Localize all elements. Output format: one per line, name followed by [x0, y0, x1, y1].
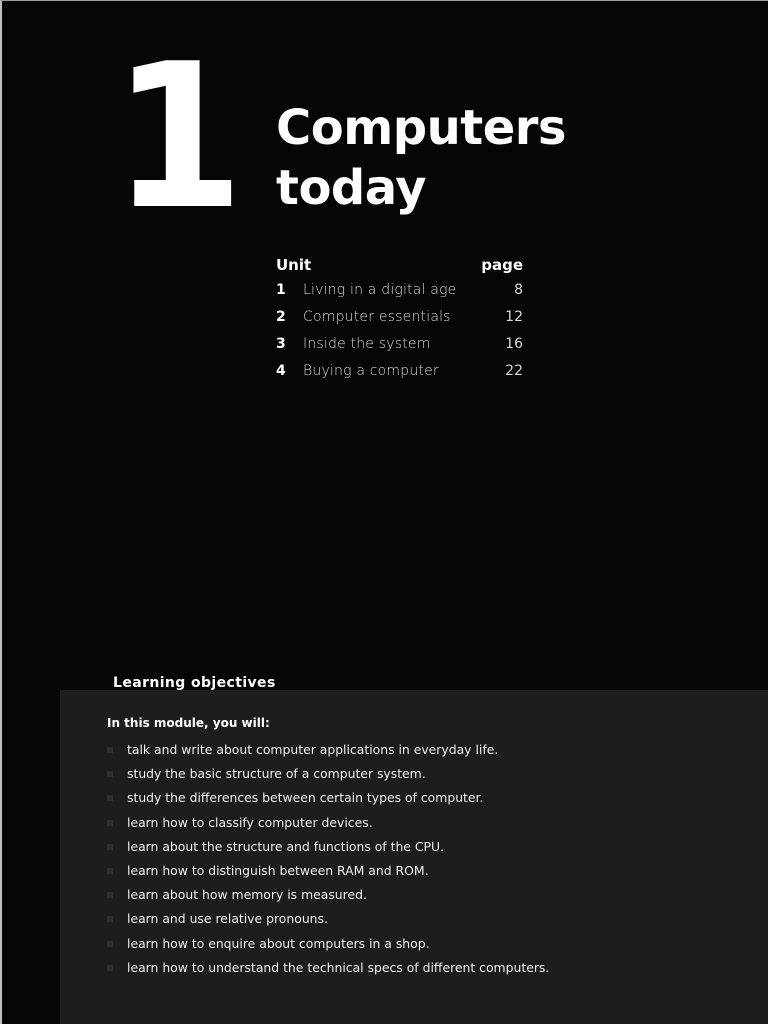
objective-text: learn how to understand the technical specs of different computers.: [127, 959, 550, 975]
objective-text: talk and write about computer applications in everyday life.: [127, 742, 499, 757]
page-top-edge: [0, 0, 768, 1]
module-number: 1: [112, 21, 239, 254]
module-title-line-2: today: [276, 160, 426, 216]
objective-text: learn how to classify computer devices.: [127, 814, 373, 830]
objectives-intro: In this module, you will:: [107, 716, 270, 730]
unit-name: Computer essentials: [303, 309, 451, 325]
unit-number: 4: [276, 363, 286, 379]
bullet-icon: [107, 892, 113, 898]
objective-item: [104, 907, 549, 931]
unit-number: 1: [276, 282, 286, 298]
bullet-icon: [107, 916, 113, 922]
unit-number: 2: [276, 309, 286, 325]
bullet-icon: [107, 820, 113, 826]
unit-page: 8: [514, 282, 523, 298]
contents-header: [276, 256, 526, 278]
bullet-icon: [107, 868, 113, 874]
bullet-icon: [107, 844, 113, 850]
contents-row: [276, 305, 526, 332]
contents-row: [276, 359, 526, 386]
contents-table: [276, 256, 526, 386]
objective-text: learn and use relative pronouns.: [127, 911, 328, 927]
bullet-icon: [107, 771, 113, 777]
objective-text: learn how to distinguish between RAM and ROM.: [127, 862, 429, 878]
unit-column-header: Unit: [276, 256, 312, 274]
objectives-heading: Learning objectives: [113, 675, 276, 691]
unit-page: 16: [505, 336, 523, 352]
objectives-list: [104, 738, 549, 980]
objective-item: [104, 932, 549, 956]
unit-name: Inside the system: [303, 336, 431, 352]
objective-item: [104, 786, 549, 810]
unit-name: Living in a digital age: [303, 282, 457, 298]
contents-row: [276, 278, 526, 305]
objective-text: learn about the structure and functions of the CPU.: [127, 838, 445, 854]
objective-text: learn how to enquire about computers in a shop.: [127, 935, 430, 951]
module-title: [276, 98, 566, 218]
module-title-line-1: Computers: [276, 100, 566, 156]
bullet-icon: [107, 965, 113, 971]
page-column-header: page: [481, 256, 523, 274]
objective-item: [104, 956, 549, 980]
objective-item: [104, 811, 549, 835]
unit-number: 3: [276, 336, 286, 352]
unit-name: Buying a computer: [303, 363, 439, 379]
objective-item: [104, 859, 549, 883]
page-edge: [0, 0, 2, 1024]
objective-item: [104, 835, 549, 859]
objective-text: learn about how memory is measured.: [127, 887, 367, 903]
bullet-icon: [107, 941, 113, 947]
objective-text: study the differences between certain types of computer.: [127, 790, 484, 806]
objective-text: study the basic structure of a computer system.: [127, 766, 426, 782]
contents-row: [276, 332, 526, 359]
bullet-icon: [107, 747, 113, 753]
objective-item: [104, 883, 549, 907]
bullet-icon: [107, 795, 113, 801]
unit-page: 12: [505, 309, 523, 325]
objective-item: [104, 738, 549, 762]
unit-page: 22: [505, 363, 523, 379]
objective-item: [104, 762, 549, 786]
